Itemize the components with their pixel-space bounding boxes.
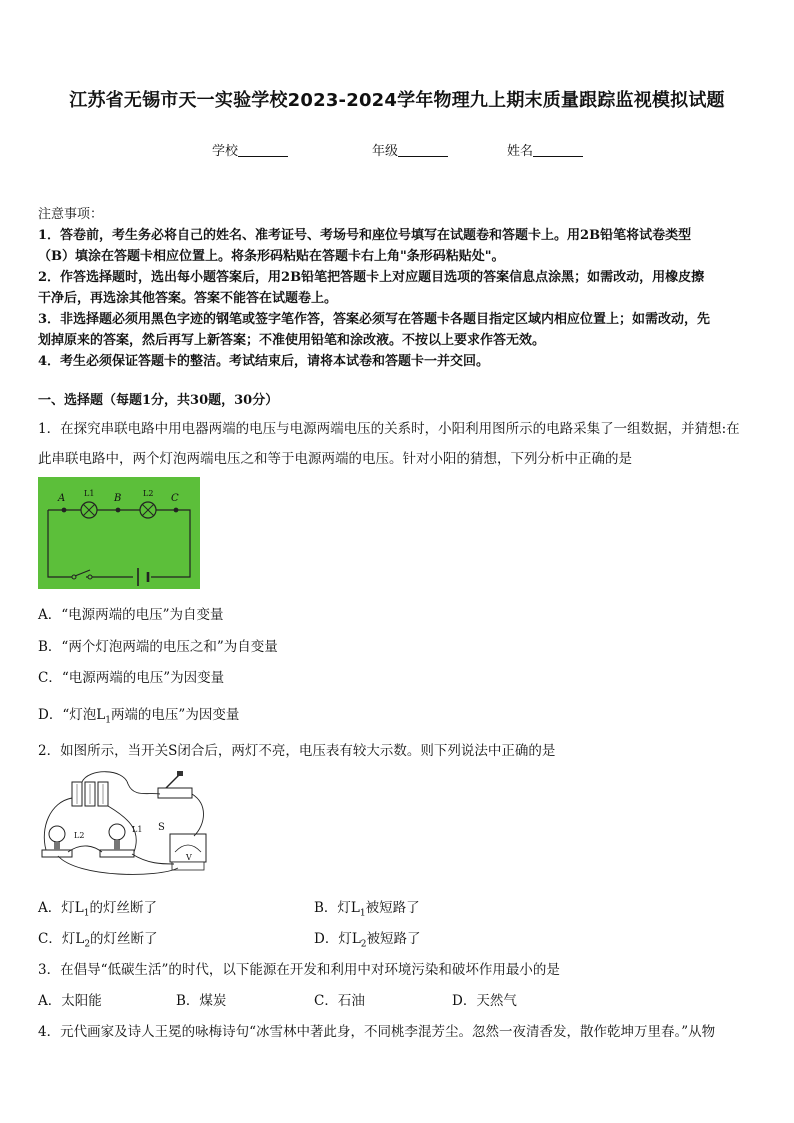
q2-option-b xyxy=(314,896,420,919)
name-blank xyxy=(533,144,583,157)
bulb-l2 xyxy=(42,826,72,857)
q3-option-b: B．煤炭 xyxy=(176,993,227,1009)
q1-circuit-figure xyxy=(38,477,200,589)
q2-d-subscript: 2 xyxy=(360,939,367,950)
node-a-dot xyxy=(62,508,67,513)
switch-s xyxy=(158,771,192,798)
battery-pack xyxy=(72,782,108,806)
q2-option-d xyxy=(314,927,421,950)
bulb-l1-symbol xyxy=(81,502,97,518)
name-field xyxy=(507,140,583,159)
note-line-6: 划掉原来的答案，然后再写上新答案；不准使用铅笔和涂改液。不按以上要求作答无效。 xyxy=(38,333,546,348)
node-c-label: C xyxy=(171,493,179,504)
notes-heading: 注意事项： xyxy=(38,207,104,222)
q1-stem-2: 此串联电路中，两个灯泡两端电压之和等于电源两端的电压。针对小阳的猜想，下列分析中正确的是 xyxy=(38,451,632,467)
q1-option-d xyxy=(38,703,239,726)
node-b-dot xyxy=(116,508,121,513)
q2-a-symbol: L xyxy=(74,900,84,916)
bulb-l1-label: L1 xyxy=(84,489,95,498)
note-line-2: （B）填涂在答题卡相应位置上。将条形码粘贴在答题卡右上角"条形码粘贴处"。 xyxy=(38,249,505,264)
q3-stem: 3．在倡导“低碳生活”的时代，以下能源在开发和利用中对环境污染和破坏作用最小的是 xyxy=(38,962,560,978)
q2-option-a xyxy=(38,896,157,919)
school-label: 学校 xyxy=(212,144,239,159)
q3-option-a: A．太阳能 xyxy=(38,993,102,1009)
page-title: 江苏省无锡市天一实验学校2023-2024学年物理九上期末质量跟踪监视模拟试题 xyxy=(69,90,725,111)
battery-symbol xyxy=(137,567,151,587)
q3-option-c: C．石油 xyxy=(314,993,365,1009)
bulb-l2-label: L2 xyxy=(74,831,85,840)
q2-c-suffix: 的灯丝断了 xyxy=(90,931,158,947)
grade-blank xyxy=(398,144,448,157)
grade-field xyxy=(372,140,448,159)
q4-stem: 4．元代画家及诗人王冕的咏梅诗句“冰雪林中著此身，不同桃李混芳尘。忽然一夜清香发，散作乾坤万里春。”从物 xyxy=(38,1024,716,1040)
q2-a-subscript: 1 xyxy=(83,908,90,919)
q2-circuit-figure xyxy=(38,768,210,880)
voltmeter-label: V xyxy=(186,853,192,862)
school-blank xyxy=(238,144,288,157)
q1-option-a: A．“电源两端的电压”为自变量 xyxy=(38,607,224,623)
grade-label: 年级 xyxy=(372,144,399,159)
q1-d-subscript: 1 xyxy=(105,715,111,726)
circuit-photo-sketch xyxy=(38,768,210,880)
circuit-diagram xyxy=(38,477,200,589)
q3-option-d: D．天然气 xyxy=(452,993,517,1009)
q2-c-subscript: 2 xyxy=(84,939,91,950)
q1-option-b: B．“两个灯泡两端的电压之和”为自变量 xyxy=(38,639,278,655)
q2-a-prefix: A．灯 xyxy=(38,900,75,916)
q2-b-symbol: L xyxy=(350,900,360,916)
bulb-l2-symbol xyxy=(140,502,156,518)
node-c-dot xyxy=(174,508,179,513)
switch-symbol xyxy=(72,570,92,579)
q2-d-prefix: D．灯 xyxy=(314,931,352,947)
node-a-label: A xyxy=(58,493,66,504)
q1-stem-1: 1．在探究串联电路中用电器两端的电压与电源两端电压的关系时，小阳利用图所示的电路采集了一组数据，并猜想:在 xyxy=(38,421,740,437)
note-line-1: 1．答卷前，考生务必将自己的姓名、准考证号、考场号和座位号填写在试题卷和答题卡上。用2B铅笔将试卷类型 xyxy=(38,228,692,243)
note-line-3: 2．作答选择题时，选出每小题答案后，用2B铅笔把答题卡上对应题目选项的答案信息点涂黑；如需改动，用橡皮擦 xyxy=(38,270,705,285)
section-heading: 一、选择题（每题1分，共30题，30分） xyxy=(38,393,279,408)
q2-c-prefix: C．灯 xyxy=(38,931,76,947)
q2-d-suffix: 被短路了 xyxy=(366,931,421,947)
q2-c-symbol: L xyxy=(75,931,85,947)
school-field xyxy=(212,140,288,159)
q2-a-suffix: 的灯丝断了 xyxy=(89,900,157,916)
switch-s-label: S xyxy=(158,822,165,833)
note-line-4: 干净后，再选涂其他答案。答案不能答在试题卷上。 xyxy=(38,291,338,306)
note-line-7: 4．考生必须保证答题卡的整洁。考试结束后，请将本试卷和答题卡一并交回。 xyxy=(38,354,490,369)
q2-b-suffix: 被短路了 xyxy=(365,900,420,916)
q2-b-prefix: B．灯 xyxy=(314,900,351,916)
q2-option-c xyxy=(38,927,158,950)
bulb-l2-label: L2 xyxy=(143,489,154,498)
q1-d-prefix: D．“灯泡 xyxy=(38,707,97,723)
voltmeter xyxy=(170,834,206,870)
name-label: 姓名 xyxy=(507,144,534,159)
q1-d-suffix: 两端的电压”为因变量 xyxy=(110,707,240,723)
q1-d-symbol: L xyxy=(96,707,106,723)
q2-b-subscript: 1 xyxy=(359,908,366,919)
q1-option-c: C．“电源两端的电压”为因变量 xyxy=(38,670,225,686)
note-line-5: 3．非选择题必须用黑色字迹的钢笔或签字笔作答，答案必须写在答题卡各题目指定区域内相应位置上；如需改动，先 xyxy=(38,312,711,327)
node-b-label: B xyxy=(114,493,122,504)
bulb-l1-label: L1 xyxy=(132,825,143,834)
q2-stem: 2．如图所示，当开关S闭合后，两灯不亮，电压表有较大示数。则下列说法中正确的是 xyxy=(38,743,556,759)
q2-d-symbol: L xyxy=(351,931,361,947)
bulb-l1 xyxy=(100,824,134,857)
